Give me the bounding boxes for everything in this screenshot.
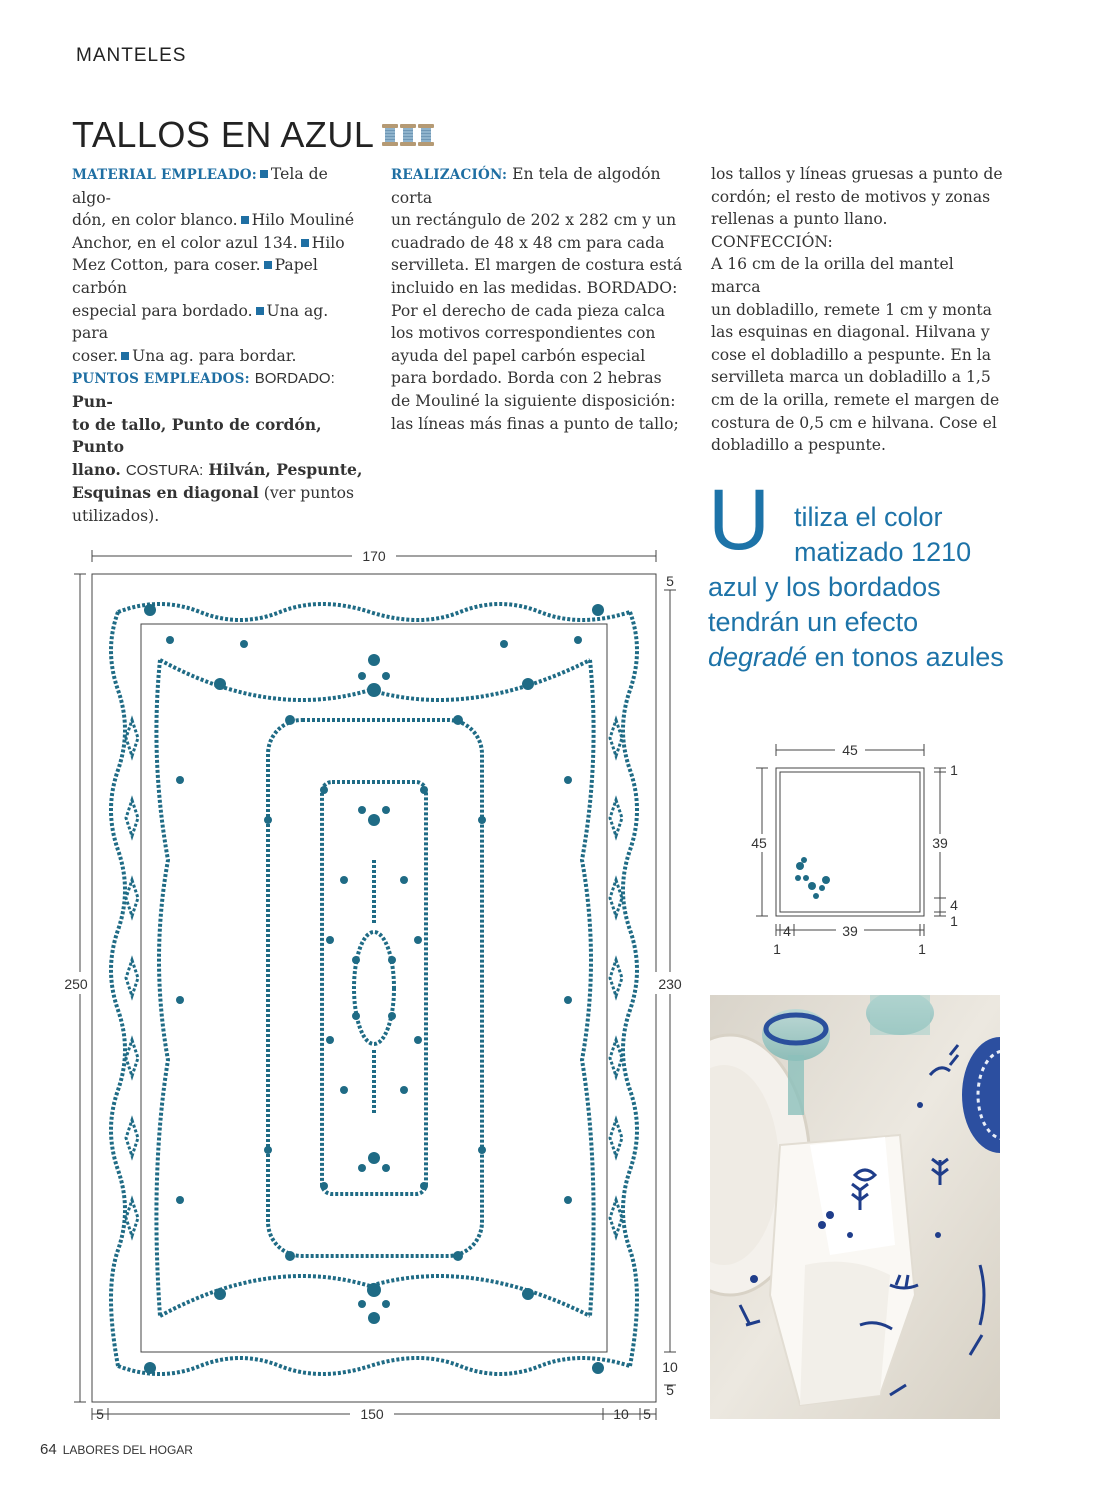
material-text: Una ag. para <box>72 301 329 343</box>
puntos-text: BORDADO: <box>254 370 335 388</box>
napkin-dim-right-hem: 4 <box>950 897 958 913</box>
napkin-dim-right-edge: 1 <box>950 913 958 929</box>
magazine-name: LABORES DEL HOGAR <box>62 1443 193 1457</box>
puntos-text: llano. <box>72 459 121 479</box>
bullet-icon <box>301 239 309 247</box>
body-line: cose el dobladillo a pespunte. En la <box>711 345 992 364</box>
confeccion-column <box>711 163 1003 457</box>
body-line: cm de la orilla, remete el margen de <box>711 390 1000 409</box>
tablecloth-pattern-diagram <box>55 540 695 1430</box>
dim-right-hem: 10 <box>662 1359 678 1375</box>
dim-top-right: 5 <box>666 573 674 589</box>
realizacion-column <box>391 163 683 435</box>
puntos-text: Esquinas en diagonal <box>72 483 259 503</box>
quote-rest: en tonos azules <box>807 642 1004 672</box>
material-label: MATERIAL EMPLEADO: <box>72 167 257 183</box>
body-line: costura de 0,5 cm e hilvana. Cose el <box>711 413 997 432</box>
napkin-dim-right-top: 1 <box>950 762 958 778</box>
quote-line: tiliza el color <box>794 502 943 532</box>
puntos-text: Hilván, Pespunte, <box>208 459 363 479</box>
body-line: cuadrado de 48 x 48 cm para cada <box>391 233 665 252</box>
bullet-icon <box>241 216 249 224</box>
bullet-icon <box>264 261 272 269</box>
body-line: un rectángulo de 202 x 282 cm y un <box>391 211 677 230</box>
puntos-text: utilizados). <box>72 506 160 525</box>
table-setting-photo <box>710 995 1000 1419</box>
quote-line: tendrán un efecto <box>708 607 919 637</box>
napkin-dim-top: 45 <box>842 742 858 758</box>
quote-line: matizado 1210 <box>794 537 972 567</box>
body-line: En tela de algodón corta <box>391 165 661 207</box>
article-title <box>72 114 434 156</box>
dim-right-edge: 5 <box>666 1382 674 1398</box>
page-footer <box>40 1441 193 1458</box>
body-line: un dobladillo, remete 1 cm y monta <box>711 300 992 319</box>
body-line: para bordado. Borda con 2 hebras <box>391 369 662 388</box>
quote-line <box>708 640 1038 675</box>
body-line: rellenas a punto llano. CONFECCIÓN: <box>711 210 888 251</box>
material-text: especial para bordado. <box>72 301 253 320</box>
body-line: ayuda del papel carbón especial <box>391 346 646 365</box>
material-text: Tela de algo- <box>72 165 328 207</box>
material-text: dón, en color blanco. <box>72 211 238 230</box>
napkin-dim-bottom-right: 1 <box>918 941 926 957</box>
dim-top: 170 <box>362 548 386 564</box>
material-text: Una ag. para bordar. <box>132 346 297 365</box>
material-text: coser. <box>72 346 119 365</box>
body-line: los tallos y líneas gruesas a punto de <box>711 165 1003 183</box>
material-text: Hilo <box>311 233 345 252</box>
napkin-dim-right-mid: 39 <box>932 835 948 851</box>
bullet-icon <box>256 307 264 315</box>
napkin-motif <box>795 857 830 899</box>
bullet-icon <box>260 170 268 178</box>
body-line: servilleta marca un dobladillo a 1,5 <box>711 368 991 387</box>
pull-quote <box>708 472 1038 675</box>
puntos-text: COSTURA: <box>125 461 204 479</box>
napkin-dim-left: 45 <box>751 835 767 851</box>
body-line: de Mouliné la siguiente disposición: <box>391 391 676 410</box>
drop-cap: U <box>708 472 771 568</box>
napkin-dim-bottom-hem: 4 <box>783 923 791 939</box>
body-line: servilleta. El margen de costura está <box>391 256 683 275</box>
dim-bottom-mid: 150 <box>360 1406 384 1422</box>
quote-italic: degradé <box>708 642 808 672</box>
body-line: incluido en las medidas. BORDADO: <box>391 278 678 297</box>
body-line: Por el derecho de cada pieza calca <box>391 301 665 320</box>
section-header: MANTELES <box>76 45 187 66</box>
body-line: cordón; el resto de motivos y zonas <box>711 187 991 206</box>
title-text: TALLOS EN AZUL <box>72 114 375 155</box>
difficulty-spools-icon <box>382 124 434 146</box>
dim-bottom-hem: 10 <box>613 1406 629 1422</box>
body-line: las esquinas en diagonal. Hilvana y <box>711 323 990 342</box>
body-line: los motivos correspondientes con <box>391 324 656 343</box>
material-text: Papel carbón <box>72 256 318 297</box>
napkin-dim-bottom-left: 1 <box>773 941 781 957</box>
dim-bottom-edge: 5 <box>643 1406 651 1422</box>
napkin-dim-bottom-mid: 39 <box>842 923 858 939</box>
embroidery-border <box>111 604 637 1374</box>
material-text: Hilo Mouliné <box>251 211 355 230</box>
puntos-text: to de tallo, Punto de cordón, Punto <box>72 414 322 457</box>
material-text: Mez Cotton, para coser. <box>72 256 261 275</box>
puntos-text: Pun- <box>72 391 113 411</box>
body-line: las líneas más finas a punto de tallo; <box>391 414 679 433</box>
material-text: Anchor, en el color azul 134. <box>72 233 298 252</box>
realizacion-label: REALIZACIÓN: <box>391 167 508 183</box>
bullet-icon <box>121 352 129 360</box>
dim-right: 230 <box>658 976 682 992</box>
body-line: A 16 cm de la orilla del mantel marca <box>711 255 954 296</box>
body-line: dobladillo a pespunte. <box>711 436 886 455</box>
page-number: 64 <box>40 1441 57 1458</box>
quote-line: azul y los bordados <box>708 572 941 602</box>
materials-column <box>72 163 364 528</box>
puntos-text: (ver puntos <box>263 484 355 503</box>
dim-left: 250 <box>64 976 88 992</box>
dim-bottom-left: 5 <box>96 1406 104 1422</box>
napkin-pattern-diagram <box>740 740 970 960</box>
puntos-label: PUNTOS EMPLEADOS: <box>72 371 250 388</box>
